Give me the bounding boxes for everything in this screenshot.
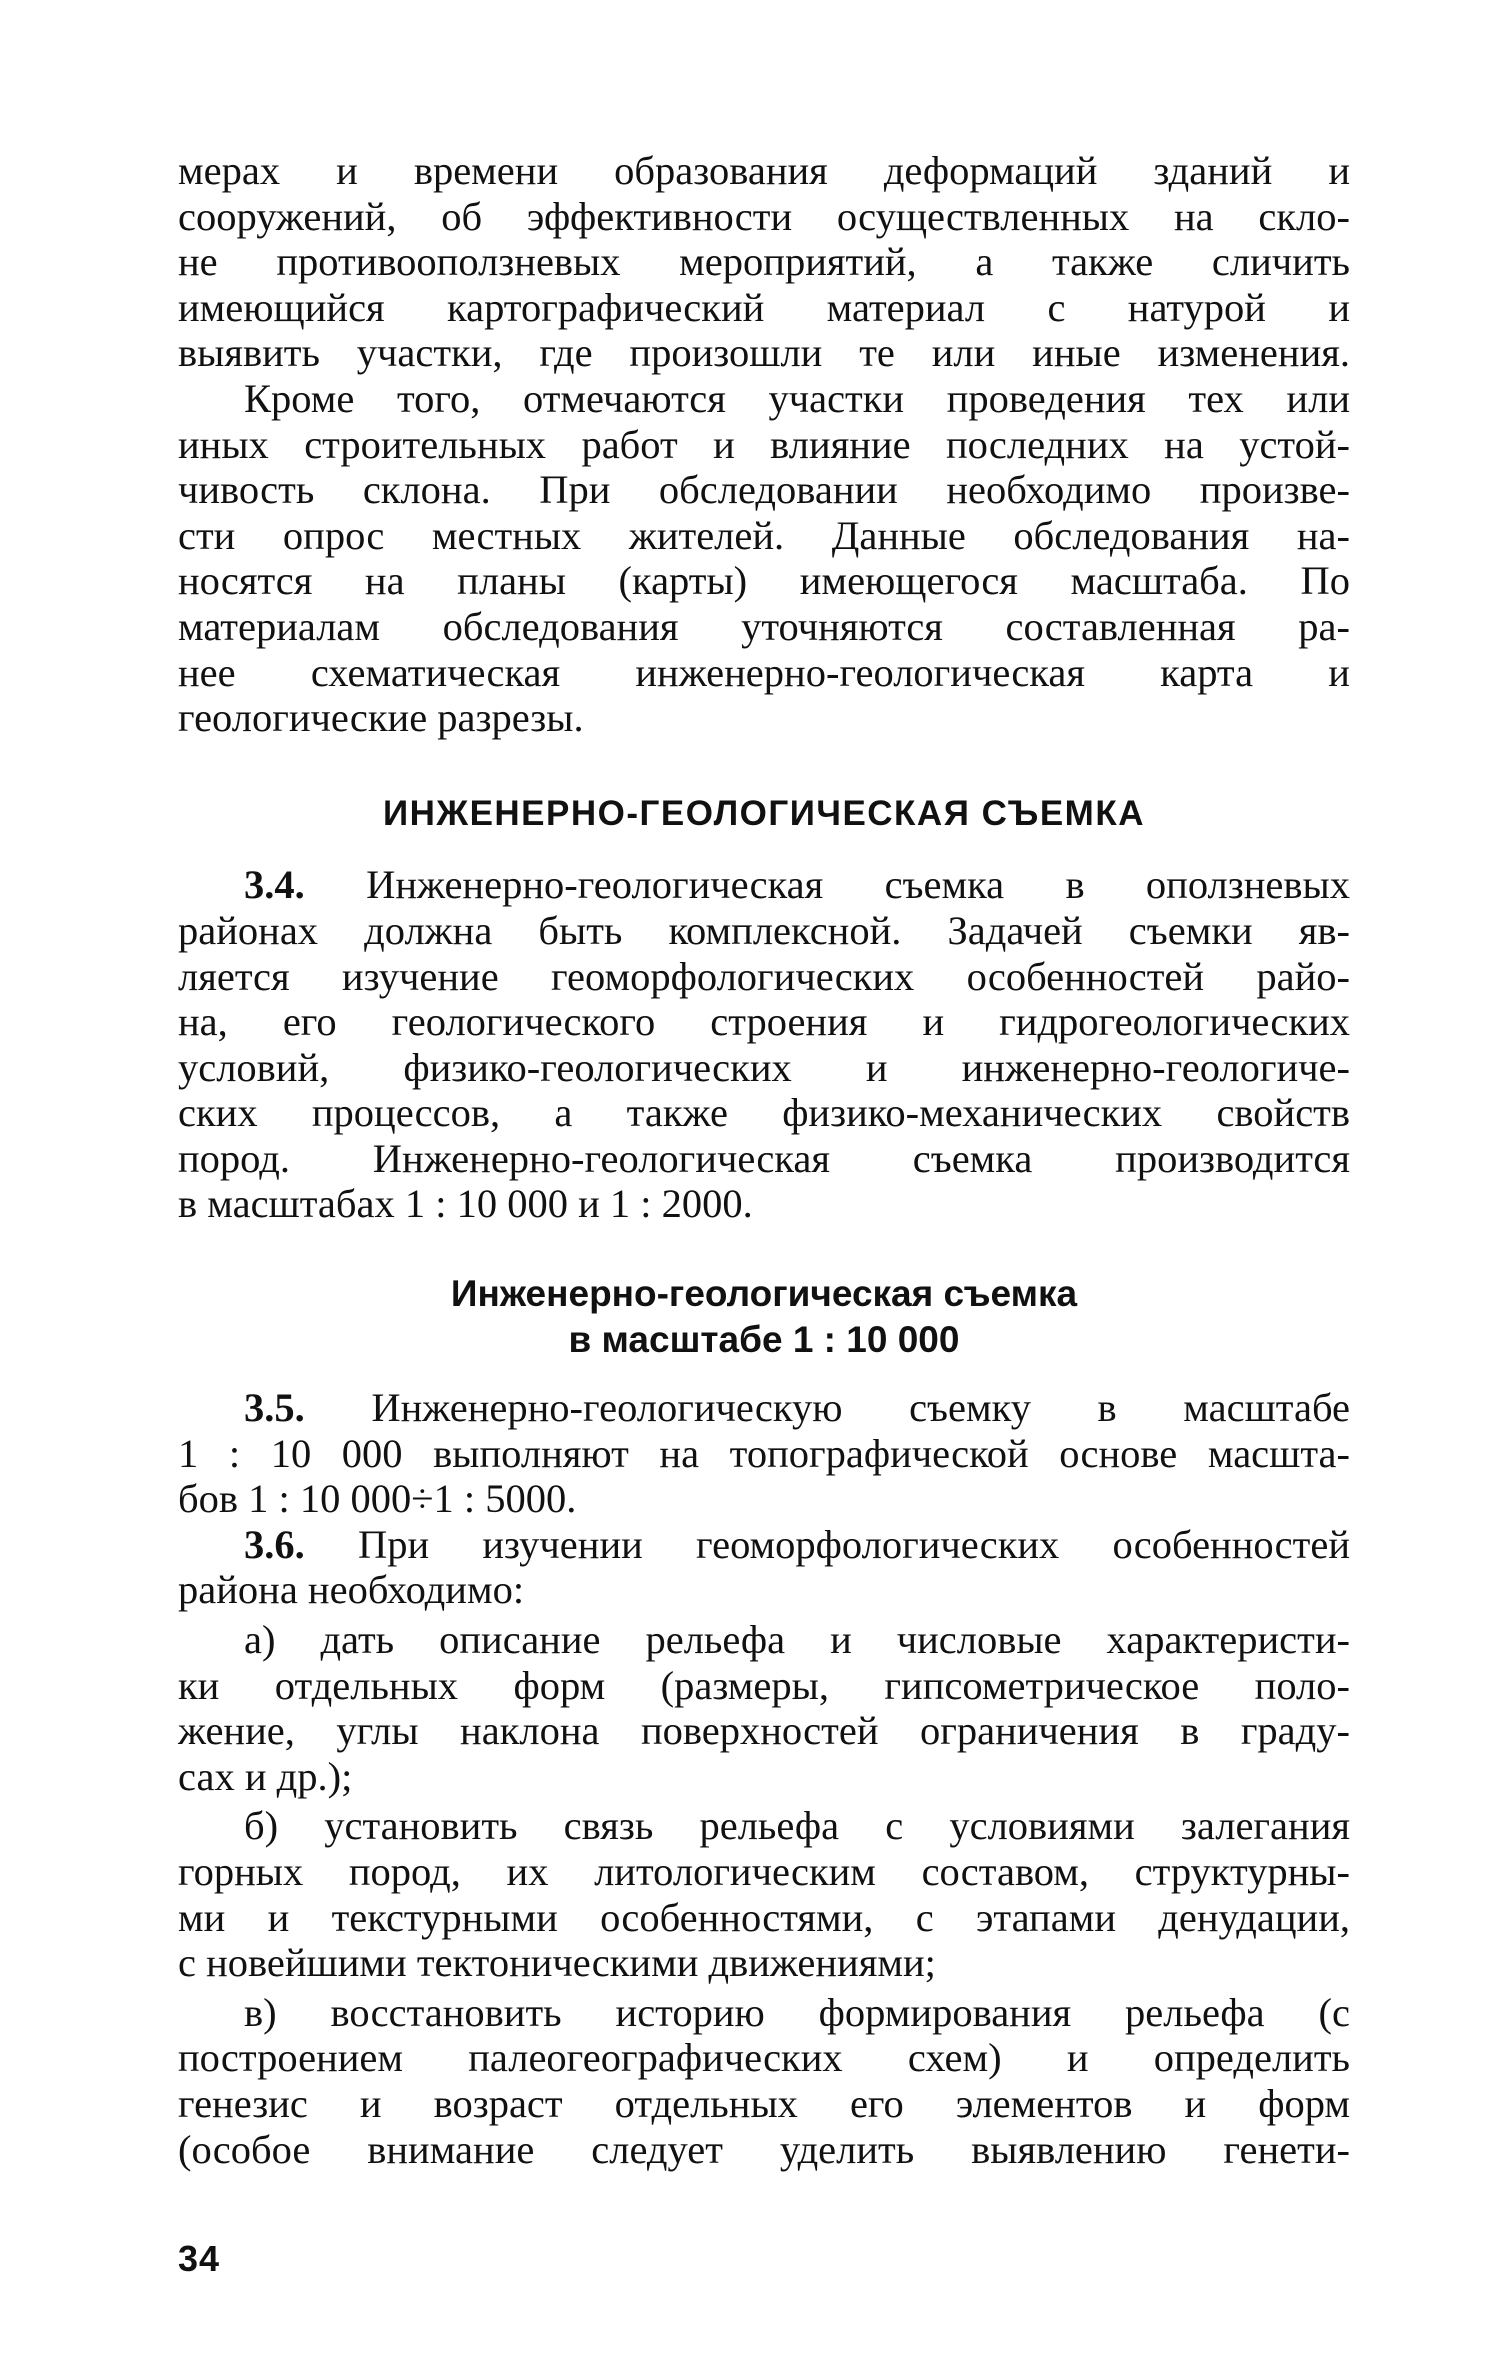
text-line: генезис и возраст отдельных его элементов и форм [178, 2080, 1350, 2126]
text-line: Кроме того, отмечаются участки проведения тех или [244, 375, 1350, 421]
text-line: условий, физико-геологических и инженерно-геологиче- [178, 1044, 1350, 1090]
text-line: б) установить связь рельефа с условиями залегания [244, 1803, 1350, 1849]
text-line: с новейшими тектоническими движениями; [178, 1940, 936, 1986]
text-line: носятся на планы (карты) имеющегося масштаба. По [178, 558, 1350, 604]
text-line: не противооползневых мероприятий, а также сличить [178, 239, 1350, 285]
paragraph-3-5 [178, 1385, 1350, 1522]
section-heading: ИНЖЕНЕРНО-ГЕОЛОГИЧЕСКАЯ СЪЕМКА [383, 793, 1145, 833]
text-line: иных строительных работ и влияние последних на устой- [178, 421, 1350, 467]
text-line: горных пород, их литологическим составом, структурны- [178, 1849, 1350, 1894]
text-line [178, 1385, 1350, 1431]
page-number: 34 [178, 2238, 221, 2279]
document-page [178, 148, 1350, 2172]
text-line: материалам обследования уточняются составленная ра- [178, 603, 1350, 649]
text-line [178, 1522, 1350, 1568]
paragraph-number: 3.5. [244, 1385, 305, 1431]
text-line: ки отдельных форм (размеры, гипсометрическое поло- [178, 1662, 1350, 1708]
text-fragment: Инженерно-геологическую съемку в масштабе [371, 1385, 1350, 1431]
text-line [178, 862, 1350, 908]
text-line: мерах и времени образования деформаций зданий и [178, 148, 1350, 193]
text-fragment: При изучении геоморфологических особенностей [357, 1521, 1350, 1567]
text-line: имеющийся картографический материал с натурой и [178, 284, 1350, 330]
subsection-heading-line: Инженерно-геологическая съемка [450, 1273, 1078, 1315]
text-line: в) восстановить историю формирования рельефа (с [244, 1989, 1350, 2035]
paragraph-number: 3.6. [244, 1521, 305, 1567]
paragraph-continuation [178, 148, 1350, 376]
text-line: геологические разрезы. [178, 695, 584, 741]
paragraph-3-4 [178, 862, 1350, 1227]
text-line: сах и др.); [178, 1753, 353, 1799]
text-fragment: Инженерно-геологическая съемка в оползневых [366, 862, 1350, 908]
text-line: ских процессов, а также физико-механических свойств [178, 1090, 1350, 1136]
subsection-heading [178, 1271, 1350, 1363]
paragraph-survey-notes [178, 376, 1350, 741]
paragraph-3-6 [178, 1522, 1350, 1613]
text-line: чивость склона. При обследовании необходимо произве- [178, 467, 1350, 513]
text-line: ми и текстурными особенностями, с этапами денудации, [178, 1894, 1350, 1940]
text-line: района необходимо: [178, 1567, 525, 1613]
text-line: в масштабах 1 : 10 000 и 1 : 2000. [178, 1181, 753, 1227]
text-line: районах должна быть комплексной. Задачей съемки яв- [178, 907, 1350, 953]
text-line: а) дать описание рельефа и числовые характеристи- [244, 1617, 1350, 1663]
text-line: бов 1 : 10 000÷1 : 5000. [178, 1476, 577, 1522]
list-item-b [178, 1803, 1350, 1985]
paragraph-number: 3.4. [244, 862, 305, 908]
text-line: (особое внимание следует уделить выявлению генети- [178, 2126, 1350, 2172]
subsection-heading-line: в масштабе 1 : 10 000 [568, 1319, 960, 1361]
list-item-a [178, 1617, 1350, 1799]
text-line: жение, углы наклона поверхностей ограничения в граду- [178, 1708, 1350, 1754]
text-line: сти опрос местных жителей. Данные обследования на- [178, 512, 1350, 558]
text-line: выявить участки, где произошли те или иные изменения. [178, 330, 1350, 376]
text-line: построением палеогеографических схем) и определить [178, 2035, 1350, 2081]
text-line: на, его геологического строения и гидрогеологических [178, 999, 1350, 1045]
text-line: 1 : 10 000 выполняют на топографической основе масшта- [178, 1430, 1350, 1476]
text-line: нее схематическая инженерно-геологическая карта и [178, 649, 1350, 695]
text-line: пород. Инженерно-геологическая съемка производится [178, 1135, 1350, 1181]
list-item-v [178, 1990, 1350, 2172]
text-line: ляется изучение геоморфологических особенностей райо- [178, 953, 1350, 999]
text-line: сооружений, об эффективности осуществленных на скло- [178, 193, 1350, 239]
